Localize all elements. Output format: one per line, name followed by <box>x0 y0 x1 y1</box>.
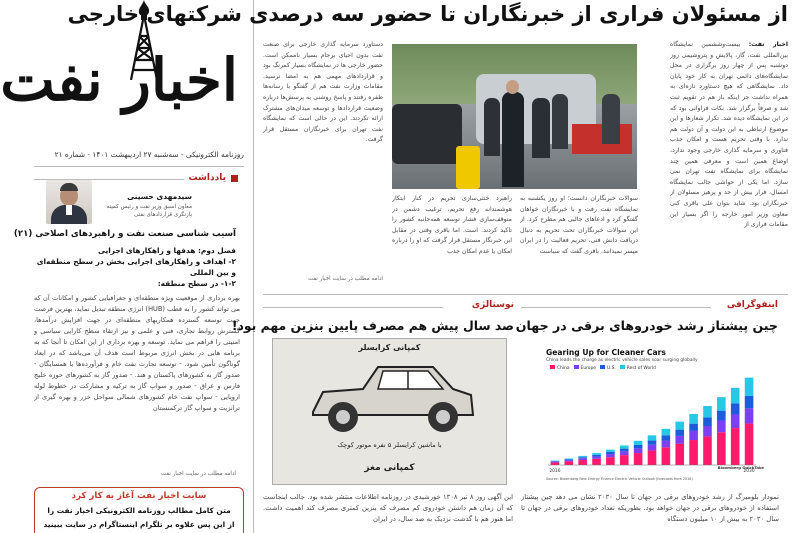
lead-headline: از مسئولان فراری از خبرنگاران تا حضور سه درصدی شرکتهای خارجی <box>67 2 788 26</box>
bar-europe-2016 <box>551 462 560 463</box>
bar-china-2021 <box>620 455 629 465</box>
bar-europe-2017 <box>565 460 574 461</box>
author-photo <box>46 180 92 224</box>
bar-rest-of-world-2019 <box>592 453 601 455</box>
bar-china-2023 <box>648 450 657 465</box>
bar-u-s--2017 <box>565 459 574 460</box>
bar-china-2022 <box>634 453 643 465</box>
bar-rest-of-world-2029 <box>731 388 740 404</box>
bar-u-s--2028 <box>717 411 726 421</box>
legend-label-0: China <box>557 365 570 371</box>
bar-u-s--2029 <box>731 403 740 414</box>
bar-rest-of-world-2026 <box>689 414 698 424</box>
masthead-subtitle: روزنامه الکترونیکی - سه‌شنبه ۲۷ اردیبهشت ۱۴۰۱ - شماره ۲۱ <box>54 150 244 159</box>
nostalgia-headline: صد سال پیش هم مصرف پایین بنزین مهم بود! <box>231 318 514 333</box>
masthead-divider <box>34 166 244 167</box>
masthead-title: اخبار نفت <box>0 46 238 114</box>
bar-china-2017 <box>565 461 574 465</box>
bar-europe-2030 <box>745 408 754 423</box>
bar-china-2020 <box>606 457 615 465</box>
bar-rest-of-world-2024 <box>662 429 671 436</box>
lead-bottom-rule <box>263 294 788 295</box>
bar-china-2026 <box>689 440 698 465</box>
chart-subtitle: China leads the charge as electric vehicle sales soar surging globally <box>546 358 698 363</box>
column-more-link[interactable]: ادامه مطلب در سایت اخبار نفت <box>160 471 236 477</box>
promo-box <box>34 487 244 533</box>
bar-china-2016 <box>551 462 560 465</box>
lead-col-left: دستاورد سرمایه گذاری خارجی برای صنعت نفت بدون احیای برجام بسیار ناممکن است. حضور خارجی ها در نمایشگاه بسیار کمرنگ بود و قراردادهای مهمی هم به امضا نرسید. مقامات وزارت نفت هم از گفتگو با رسانه‌ها طفره رفتند و پاسخ روشنی به پرسش‌ها درباره وضعیت قراردادها و توسعه میدان‌های مشترک ارائه نکردند. این در حالی است که نمایشگاه نفت تهران برای خبرنگاران مستقل قرار گرفت. <box>263 41 383 144</box>
bar-europe-2023 <box>648 445 657 451</box>
ev-sales-chart <box>524 338 776 486</box>
bar-u-s--2026 <box>689 424 698 431</box>
bar-china-2024 <box>662 447 671 465</box>
promo-line-3: از این پس علاوه بر تلگرام اینستاگرام در سایت ببینید <box>43 520 235 529</box>
author-role: معاون اسبق وزیر نفت و رئیس کمیته بازنگری قراردادهای نفتی <box>106 204 192 218</box>
column-subhead-2: ۲- اهداف و راهکارهای اجرایی بخش در سطح منطقه‌ای و بین المللی <box>36 257 236 277</box>
column-headline: آسیب شناسی صنعت نفت و راهبردهای اصلاحی (۲۱) <box>13 229 236 239</box>
lead-kicker: اخبار نفت: <box>748 41 788 48</box>
chart-title: Gearing Up for Cleaner Cars <box>546 348 666 357</box>
bar-rest-of-world-2030 <box>745 378 754 396</box>
bar-china-2029 <box>731 428 740 465</box>
promo-line-1: سایت اخبار نفت آغاز به کار کرد <box>71 491 207 501</box>
bar-u-s--2021 <box>620 449 629 452</box>
author-name: سیدمهدی حسینی <box>127 192 192 201</box>
bar-u-s--2030 <box>745 396 754 408</box>
ad-tagline: کمپانی مغز <box>364 463 415 473</box>
bar-u-s--2027 <box>703 417 712 426</box>
bar-china-2027 <box>703 436 712 465</box>
ev-chart-panel <box>524 338 776 486</box>
bar-u-s--2018 <box>578 457 587 458</box>
bar-rest-of-world-2027 <box>703 406 712 417</box>
bar-rest-of-world-2018 <box>578 456 587 457</box>
legend-label-2: U.S. <box>607 365 616 371</box>
bar-china-2030 <box>745 423 754 465</box>
bar-europe-2027 <box>703 426 712 436</box>
legend-label-1: Europe <box>580 365 596 371</box>
column-subhead <box>32 245 236 289</box>
section-label-note: یادداشت <box>188 173 226 183</box>
column-subhead-3: ۱-۲- در سطح منطقه: <box>157 279 236 288</box>
infographic-tag: اینفوگرافی <box>726 300 778 310</box>
bar-u-s--2016 <box>551 461 560 462</box>
author-box <box>34 180 244 226</box>
chart-brand: Bloomberg QuickTake <box>717 465 764 470</box>
infographic-tag-rule <box>521 307 711 308</box>
bar-china-2025 <box>675 444 684 465</box>
promo-line-2: متن کامل مطالب روزنامه الکترونیکی اخبار نفت را <box>47 506 231 515</box>
bar-u-s--2019 <box>592 455 601 457</box>
infographic-headline: چین پیشتاز رشد خودروهای برقی در جهان <box>515 318 778 333</box>
bar-rest-of-world-2028 <box>717 397 726 411</box>
bar-europe-2028 <box>717 421 726 433</box>
bar-rest-of-world-2023 <box>648 435 657 440</box>
bar-rest-of-world-2016 <box>551 461 560 462</box>
nostalgia-tag: نوستالژی <box>471 300 514 310</box>
bar-china-2018 <box>578 460 587 465</box>
bar-europe-2019 <box>592 456 601 458</box>
nostalgia-ad-image <box>272 338 507 485</box>
bar-europe-2025 <box>675 436 684 444</box>
nostalgia-tag-rule <box>263 307 443 308</box>
legend-label-3: Rest of World <box>626 365 656 371</box>
column-subhead-1: فصل دوم: هدفها و راهکارهای اجرایی <box>98 246 236 255</box>
bar-rest-of-world-2017 <box>565 459 574 460</box>
bar-europe-2022 <box>634 448 643 453</box>
bar-u-s--2024 <box>662 435 671 440</box>
x-tick-label: 2030 <box>743 469 755 474</box>
bar-europe-2024 <box>662 441 671 448</box>
vintage-car-illustration <box>303 357 478 437</box>
lead-byline-left[interactable]: ادامه مطلب در سایت اخبار نفت <box>307 276 383 282</box>
bar-europe-2029 <box>731 415 740 429</box>
bar-rest-of-world-2025 <box>675 422 684 430</box>
bar-rest-of-world-2022 <box>634 441 643 445</box>
bar-europe-2026 <box>689 431 698 440</box>
bar-u-s--2022 <box>634 445 643 448</box>
infographic-body: نمودار بلومبرگ از رشد خودروهای برقی در جهان تا سال ۲۰۳۰ نشان می دهد چین پیشتاز استفاده از خودروهای برقی در جهان خواهد بود. بطوریکه تعداد خودروهای برقی در جهان تا سال ۲۰۳۰ به بیش از ۱۰ میلیون دستگاه <box>521 493 779 523</box>
x-tick-label: 2016 <box>549 469 561 474</box>
bar-rest-of-world-2021 <box>620 446 629 449</box>
bar-rest-of-world-2020 <box>606 450 615 452</box>
lead-photo <box>392 44 637 189</box>
lead-col-right <box>670 40 788 285</box>
lead-col-middle: سوالات خبرنگاران دانست؛ او روز یکشنبه به نمایشگاه نفت رفت و با خبرنگاران خواهان گفتگو کرد و ادعاهای جالبی هم مطرح کرد. از این سوالات خبرنگاران تحت تحریم به دنبال دریافت دانش فنی، تحریم فعالیت را در ایران میسر نمیدانند. باقری گفت که سیاست <box>520 195 638 255</box>
chart-source: Source: Bloomberg New Energy Finance Electric Vehicle Outlook (forecasts from 2016) <box>546 477 693 481</box>
bar-europe-2020 <box>606 454 615 457</box>
vertical-divider <box>253 0 254 533</box>
column-body: بهره برداری از موقعیت ویژه منطقه‌ای و جغرافیایی کشور و امکانات آن که می تواند کشور را به قطب (HUB) انرژی منطقه تبدیل نماید، بهترین فرصت جهت توسعه گسترده همکاریهای منطقه‌ای در جهت افزایش درآمدها، گسترش روابط تجاری، فنی و علمی و نیز ارتقاء سطح کارایی سیاسی و امنیتی را فراهم می نماید. توسعه و بهره برداری از این امکان تا آنجا که به برنامه هایی در بخش انرژی مربوط است هدف آن می‌باشد که در ابعاد گوناگون تأمین شود. - توسعه تجارت نفت خام و فرآورده‌ها با همسایگان - صدور گاز به کشورهای پاکستان و هند. - صدور گاز به کشورهای حوزه خلیج فارس و عراق - صدور و سواپ گاز به ترکیه و مشارکت در خطوط لوله اروپایی - سواپ نفت خام کشورهای شمالی سواحل خزر و بهره گیری از ترانزیت و سواپ گاز ترکمنستان <box>34 294 240 412</box>
bar-china-2028 <box>717 432 726 465</box>
bar-u-s--2023 <box>648 441 657 445</box>
lead-col-mid2: راهبرد خنثی‌سازی تحریم در کنار ابتکار هوشمندانه رفع تحریم، ترغیب دشمن در متوقف‌سازی فشار توسعه همه‌جانبه کشور را تاکید کردند. است. اما باقری وقتی در مقابل این خبرنگار مستقل قرار گرفت که او را درباره امکان یا عدم امکان جذب <box>392 195 512 255</box>
bar-china-2019 <box>592 459 601 465</box>
bar-europe-2018 <box>578 458 587 460</box>
ad-caption: با ماشین کرایسلر ۵ نفره موتور کوچک <box>337 441 442 449</box>
nostalgia-body: این آگهی روز ۸ تیر ۱۳۰۸ خورشیدی در روزنامه اطلاعات منتشر شده بود. جالب اینجاست که آن زمان هم داشتن خودروی کم مصرف که بنزین کمتری مصرف کند اهمیت داشت. اما هنوز هم با گذشت نزدیک به صد سال، در ایران <box>263 493 513 523</box>
ad-title: کمپانی کرایسلر <box>358 343 421 352</box>
bar-u-s--2025 <box>675 430 684 436</box>
bar-u-s--2020 <box>606 452 615 454</box>
bar-europe-2021 <box>620 451 629 455</box>
lead-col-right-text: بیست‌وششمین نمایشگاه بین‌المللی نفت، گاز، پالایش و پتروشیمی روز دوشنبه پس از چهار روز برگزاری در محل نمایشگاه‌های دائمی تهران به کار خود پایان داد. نمایشگاهی که هیچ دستاورد تازه‌ای به همراه نداشت جز اینکه باز هم در تقویم ثبت شد و صرفاً برگزار شد. نکات فراوانی بود که در این نمایشگاه دیده شد. تکرار شعارها و این موضوع ارتباطی به این دولت و آن دولت هم ندارد. با وقتی تحریم هست و امکان جذب فناوری و سرمایه گذاری خارجی وجود ندارد، اوضاع همین است و معرفی همین چند نمایشگاه برای نمایشگاه نفت تهران نمی سازد. اما یکی از حواشی جالب نمایشگاه امسال، فرار بیش از حد و پرهیز مسئولان از خبرنگاران بود. شاید بتوان علی باقری کنی معاون وزیر امور خارجه را اگر بسیار این مقامات فراری از <box>670 41 788 229</box>
